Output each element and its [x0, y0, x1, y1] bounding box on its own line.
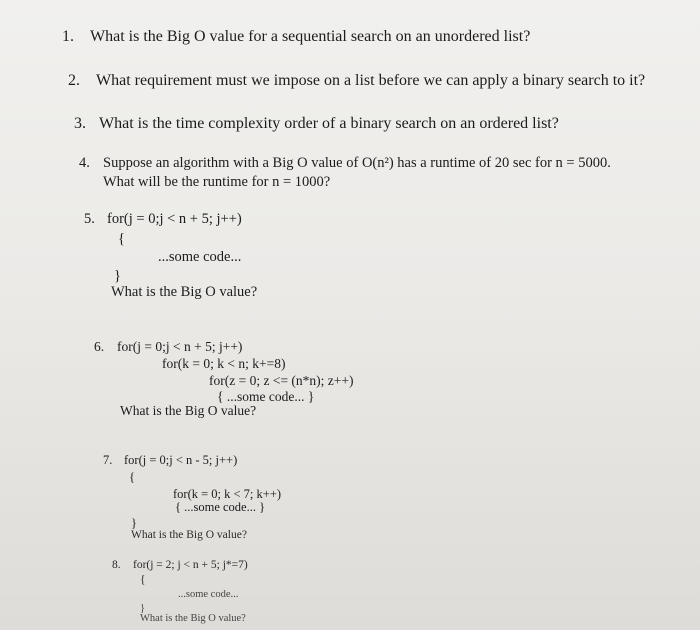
question-4-number: 4.	[79, 155, 90, 171]
question-7-code-inner-for: for(k = 0; k < 7; k++)	[173, 487, 282, 501]
question-4-text-line-2: What will be the runtime for n = 1000?	[103, 174, 331, 190]
question-8-open-brace: {	[140, 574, 146, 586]
question-6-code-inner-for: for(z = 0; z <= (n*n); z++)	[209, 373, 354, 388]
question-2-text: What requirement must we impose on a list before we can apply a binary search to it?	[96, 72, 646, 89]
question-8-prompt: What is the Big O value?	[140, 613, 246, 624]
question-6-code-body: { ...some code... }	[217, 389, 315, 404]
question-8-code-for: for(j = 2; j < n + 5; j*=7)	[133, 559, 248, 571]
question-7-close-brace: }	[131, 516, 137, 530]
question-5-close-brace: }	[114, 268, 121, 284]
question-7-open-brace: {	[129, 470, 135, 484]
question-5-open-brace: {	[118, 231, 125, 247]
question-6-prompt: What is the Big O value?	[120, 403, 257, 418]
question-1-text: What is the Big O value for a sequential search on an unordered list?	[90, 28, 531, 45]
question-7-prompt: What is the Big O value?	[131, 529, 247, 541]
question-6-code-outer-for: for(j = 0;j < n + 5; j++)	[117, 339, 243, 354]
question-3-number: 3.	[74, 115, 86, 132]
question-7-number: 7.	[103, 453, 113, 467]
question-3-text: What is the time complexity order of a binary search on an ordered list?	[99, 115, 559, 132]
question-1-number: 1.	[62, 28, 74, 45]
question-8-number: 8.	[112, 559, 121, 571]
question-5-code-body: ...some code...	[158, 249, 242, 265]
question-5-prompt: What is the Big O value?	[111, 284, 258, 300]
question-8-close-brace: }	[140, 603, 146, 614]
question-5-code-for: for(j = 0;j < n + 5; j++)	[107, 211, 242, 227]
question-6-code-middle-for: for(k = 0; k < n; k+=8)	[162, 356, 286, 371]
question-7-code-body: { ...some code... }	[175, 500, 266, 514]
question-8-code-body: ...some code...	[178, 589, 239, 600]
question-2-number: 2.	[68, 72, 80, 89]
question-4-text-line-1: Suppose an algorithm with a Big O value of O(n²) has a runtime of 20 sec for n = 5000.	[103, 155, 611, 171]
question-7-code-outer-for: for(j = 0;j < n - 5; j++)	[124, 453, 238, 467]
question-6-number: 6.	[94, 339, 105, 354]
question-5-number: 5.	[84, 211, 95, 227]
